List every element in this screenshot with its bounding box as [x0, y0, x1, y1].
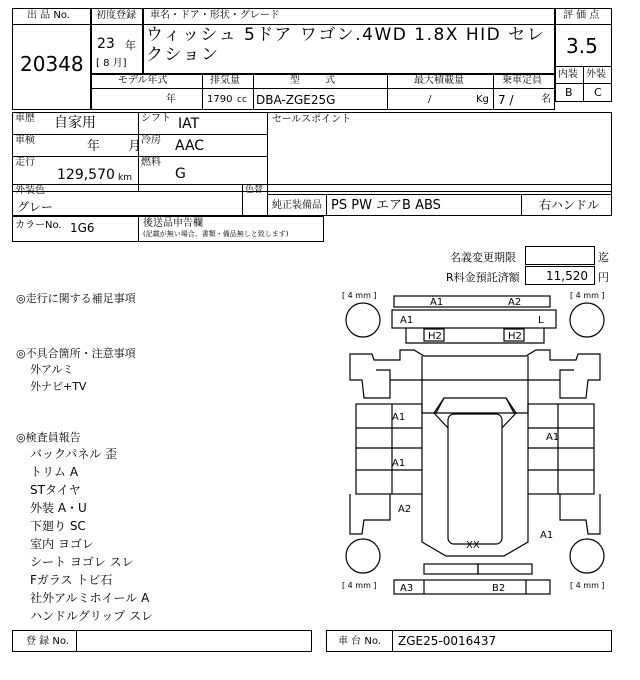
name-change-box	[525, 246, 595, 265]
mark-left-rear-door: A2	[398, 504, 412, 515]
exterior-color-value: グレー	[17, 200, 54, 214]
wheel-rear-left	[346, 539, 380, 573]
left-side-panels	[356, 404, 422, 494]
first-registration-month: [ 8 月]	[96, 58, 127, 69]
interior-grade: B	[565, 86, 573, 99]
lot-number: 20348	[20, 52, 84, 76]
model-year-label: モデル年式	[118, 75, 168, 86]
mark-roof-rear: XX	[466, 540, 480, 551]
chassis-number-label: 車 台 No.	[338, 636, 381, 647]
ac-value: AAC	[175, 138, 205, 154]
tire-depth-front-left: [ 4 mm ]	[342, 291, 377, 300]
inspector-title: ◎検査員報告	[16, 431, 81, 444]
displacement-unit: cc	[237, 95, 247, 105]
sales-point-label: セールスポイント	[272, 114, 352, 125]
usage-label: 車歴	[15, 113, 35, 124]
mark-left-front-fender: A1	[392, 412, 406, 423]
mark-hood-left: A1	[400, 315, 414, 326]
shift-value: IAT	[178, 116, 200, 132]
color-number-label: カラーNo.	[15, 220, 62, 231]
max-load-label: 最大積載量	[414, 75, 464, 86]
wheel-front-left	[346, 303, 380, 337]
roof-panel	[448, 414, 502, 544]
mark-rear-bumper-right: B2	[492, 583, 506, 594]
mark-rear-bumper-left: A3	[400, 583, 414, 594]
mark-front-bumper-right: A2	[508, 297, 522, 308]
car-name: ウィッシュ 5ドア ワゴン.4WD 1.8X HID セレクション	[146, 25, 546, 65]
driving-notes-title: ◎走行に関する補足事項	[16, 292, 136, 305]
defects-title: ◎不具合箇所・注意事項	[16, 347, 136, 360]
mark-hood-right: L	[538, 315, 544, 326]
recycle-unit: 円	[598, 271, 609, 284]
color-number-value: 1G6	[70, 221, 95, 235]
hood-panel	[392, 310, 556, 328]
fuel-label: 燃料	[141, 157, 161, 168]
car-name-label: 車名・ドア・形状・グレード	[150, 10, 280, 21]
wheel-rear-right	[570, 539, 604, 573]
mileage-unit: km	[118, 173, 132, 183]
tire-depth-rear-right: [ 4 mm ]	[570, 581, 605, 590]
rear-lamp-right	[478, 564, 532, 574]
mark-headlight-right: H2	[508, 331, 522, 342]
rating-label: 評 価 点	[563, 10, 600, 21]
first-registration-year-unit: 年	[125, 39, 136, 52]
front-bumper-panel	[394, 296, 550, 307]
color-change-label: 色替	[245, 185, 264, 195]
rear-lamp-left	[424, 564, 478, 574]
lot-number-label: 出 品 No.	[27, 10, 70, 21]
max-load-separator: /	[428, 94, 432, 105]
model-year-unit: 年	[166, 94, 176, 105]
inspection-value: 年 月	[87, 139, 142, 154]
displacement-label: 排気量	[210, 75, 240, 86]
wheel-front-right	[570, 303, 604, 337]
inspector-item: 室内 ヨゴレ	[30, 537, 94, 551]
inspector-item: ハンドルグリップ スレ	[30, 609, 154, 623]
steering-value: 右ハンドル	[539, 198, 600, 212]
inspector-item: トリム A	[30, 465, 79, 479]
rating: 3.5	[566, 34, 598, 58]
exterior-label: 外装	[586, 69, 606, 80]
exterior-color-label: 外装色	[15, 185, 45, 196]
mark-right-front-door: A1	[546, 432, 560, 443]
capacity: 7 /	[498, 93, 514, 107]
fuel-value: G	[175, 166, 186, 182]
tire-depth-rear-left: [ 4 mm ]	[342, 581, 377, 590]
right-side-panels	[528, 404, 594, 494]
inspector-item: 社外アルミホイール A	[30, 591, 150, 605]
tire-depth-front-right: [ 4 mm ]	[570, 291, 605, 300]
equipment-value: PS PW エアB ABS	[331, 198, 441, 213]
mark-right-rear-quarter: A1	[540, 530, 554, 541]
equipment-label: 純正装備品	[272, 200, 322, 211]
model-label: 型 式	[290, 75, 336, 86]
defect-item: 外ナビ+TV	[30, 380, 87, 393]
mark-headlight-left: H2	[428, 331, 442, 342]
inspection-label: 車検	[15, 135, 35, 146]
registration-number-label: 登 録 No.	[26, 636, 69, 647]
chassis-number: ZGE25-0016437	[398, 634, 497, 648]
ac-label: 冷房	[141, 135, 161, 146]
inspector-item: STタイヤ	[30, 483, 81, 497]
mileage-label: 走行	[15, 157, 35, 168]
first-registration-year: 23	[97, 36, 115, 52]
usage-value: 自家用	[54, 115, 96, 131]
capacity-label: 乗車定員	[502, 75, 542, 86]
displacement: 1790	[207, 94, 233, 105]
inspector-item: バックパネル 歪	[30, 447, 118, 461]
postal-label: 後送品申告欄	[143, 218, 203, 229]
inspector-item: シート ヨゴレ スレ	[30, 555, 134, 569]
postal-note: (記載が無い場合、書類・備品無しと致します)	[143, 230, 289, 238]
max-load-unit: Kg	[476, 94, 489, 105]
first-registration-label: 初度登録	[96, 10, 136, 21]
defect-item: 外アルミ	[30, 363, 74, 376]
mark-front-bumper-left: A1	[430, 297, 444, 308]
inspector-item: 外装 A・U	[30, 501, 87, 515]
recycle-fee: 11,520	[546, 269, 588, 283]
car-damage-diagram	[338, 288, 612, 604]
interior-label: 内装	[558, 69, 578, 80]
mileage-value: 129,570	[57, 167, 115, 183]
capacity-unit: 名	[541, 94, 551, 105]
model-code: DBA-ZGE25G	[256, 93, 336, 107]
inspector-item: 下廻り SC	[30, 519, 86, 533]
name-change-label: 名義変更期限	[450, 251, 516, 264]
recycle-label: R料金預託済額	[446, 271, 520, 284]
name-change-unit: 迄	[598, 251, 609, 264]
mark-left-front-door: A1	[392, 458, 406, 469]
shift-label: シフト	[141, 113, 171, 124]
exterior-grade: C	[594, 86, 602, 99]
inspector-item: Fガラス トビ石	[30, 573, 113, 587]
